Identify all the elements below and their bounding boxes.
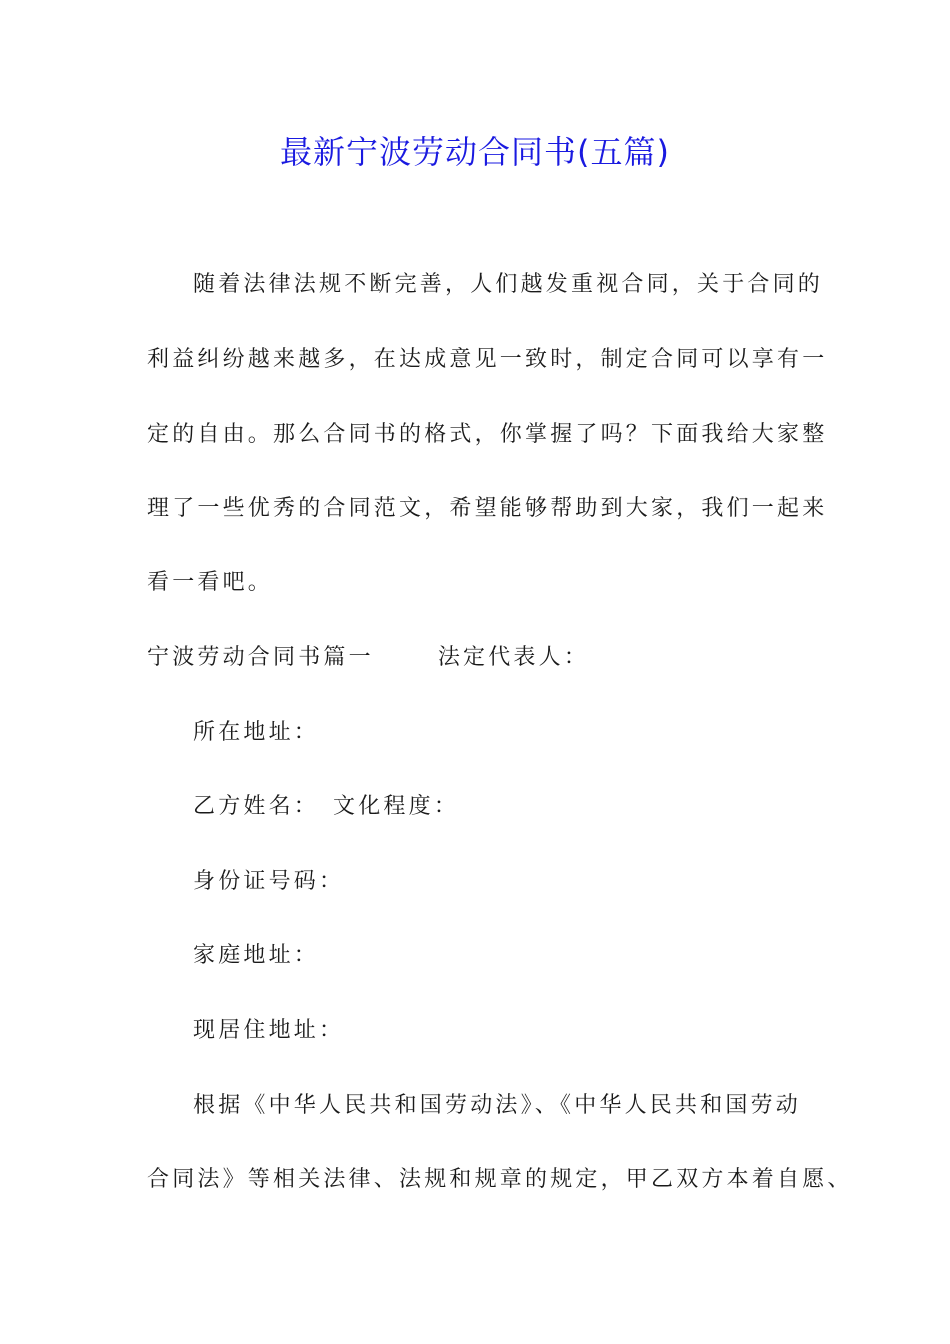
page-title: 最新宁波劳动合同书(五篇): [280, 133, 670, 171]
intro-line-3: 定的自由。那么合同书的格式，你掌握了吗？下面我给大家整: [147, 422, 828, 447]
intro-line-2: 利益纠纷越来越多，在达成意见一致时，制定合同可以享有一: [147, 347, 828, 372]
home-address-label: 家庭地址：: [193, 943, 320, 968]
current-address-label: 现居住地址：: [193, 1018, 345, 1043]
education-label: 文化程度：: [333, 794, 460, 819]
body-line-1: 根据《中华人民共和国劳动法》、《中华人民共和国劳动: [193, 1093, 802, 1118]
intro-line-1: 随着法律法规不断完善，人们越发重视合同，关于合同的: [193, 272, 824, 297]
section-heading-row: [147, 643, 589, 673]
legal-rep-label: 法定代表人：: [437, 645, 590, 670]
intro-line-4: 理了一些优秀的合同范文，希望能够帮助到大家，我们一起来: [147, 496, 828, 521]
party-b-name-label: 乙方姓名：: [193, 794, 320, 819]
body-line-2: 合同法》等相关法律、法规和规章的规定，甲乙双方本着自愿、: [147, 1167, 853, 1192]
section-heading: 宁波劳动合同书篇一: [147, 645, 374, 670]
party-b-row: [193, 792, 459, 822]
id-number-label: 身份证号码：: [193, 869, 345, 894]
intro-line-5: 看一看吧。: [147, 570, 274, 595]
address-label: 所在地址：: [193, 720, 320, 745]
